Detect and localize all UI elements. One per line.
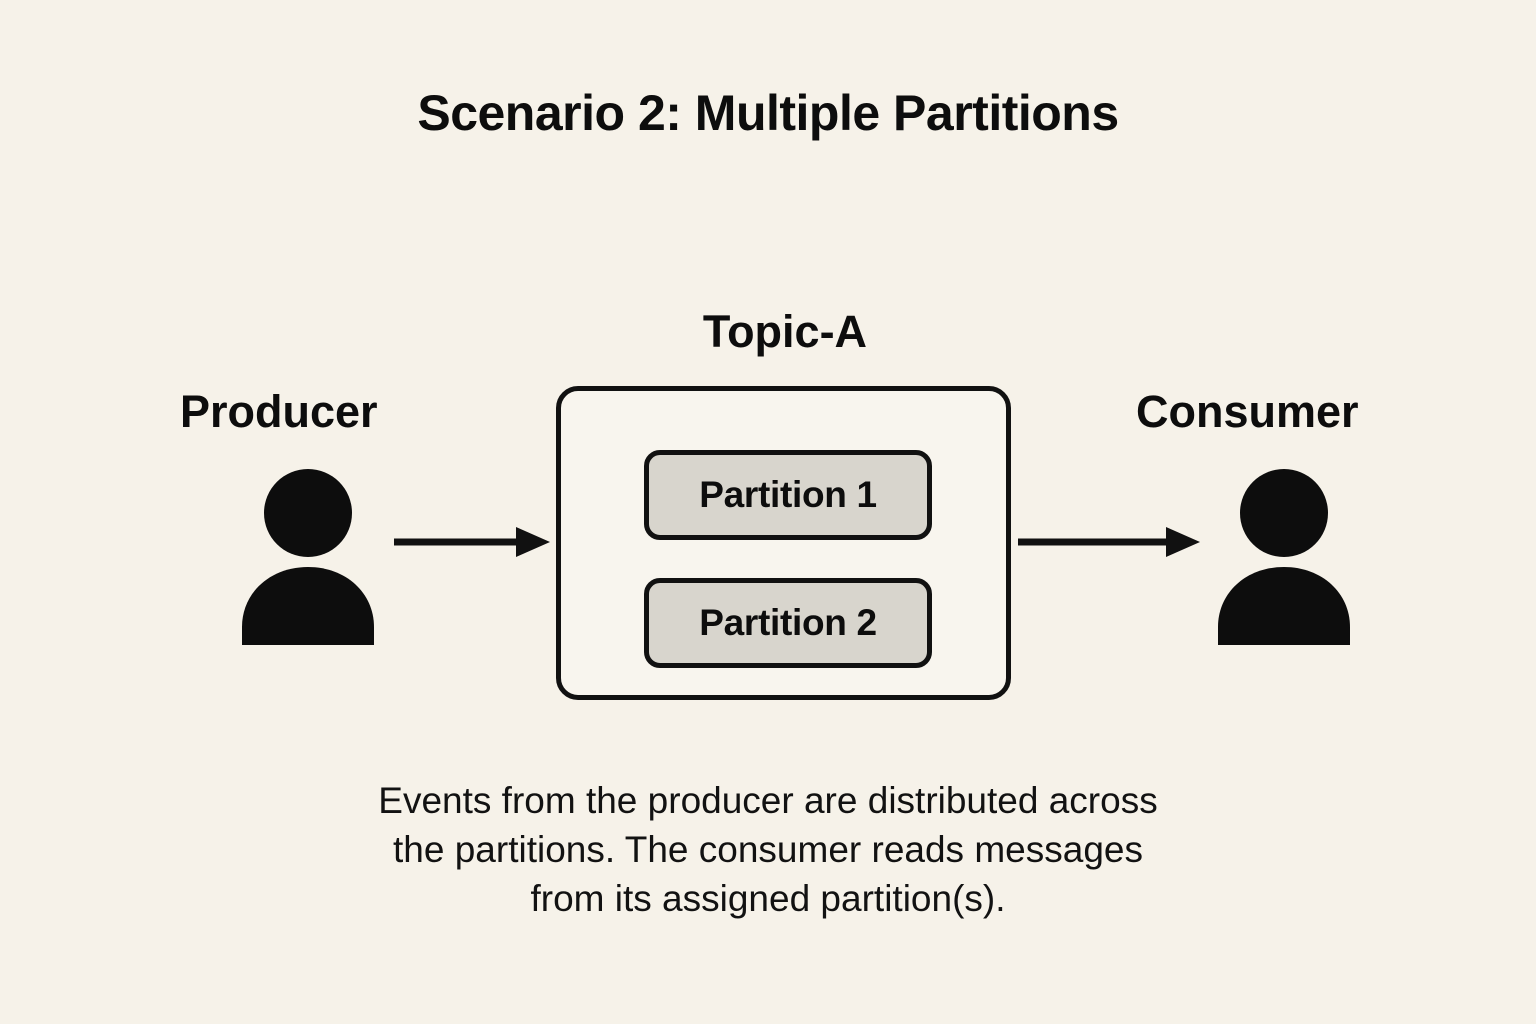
page-title: Scenario 2: Multiple Partitions xyxy=(417,85,1119,141)
partition-box-1 xyxy=(644,450,932,540)
producer-to-topic-arrow xyxy=(392,522,552,562)
caption-line-1: Events from the producer are distributed across xyxy=(378,780,1158,821)
person-icon-producer xyxy=(228,465,388,645)
topic-label: Topic-A xyxy=(702,306,868,357)
consumer-label: Consumer xyxy=(1136,386,1359,437)
caption xyxy=(0,776,1536,924)
producer-label: Producer xyxy=(180,386,378,437)
partition-label-2: Partition 2 xyxy=(699,602,877,643)
person-icon-consumer xyxy=(1204,465,1364,645)
topic-to-consumer-arrow xyxy=(1016,522,1202,562)
partition-box-2 xyxy=(644,578,932,668)
caption-line-2: the partitions. The consumer reads messages xyxy=(393,829,1143,871)
partition-label-1: Partition 1 xyxy=(699,474,877,515)
caption-line-3: from its assigned partition(s). xyxy=(530,878,1006,920)
